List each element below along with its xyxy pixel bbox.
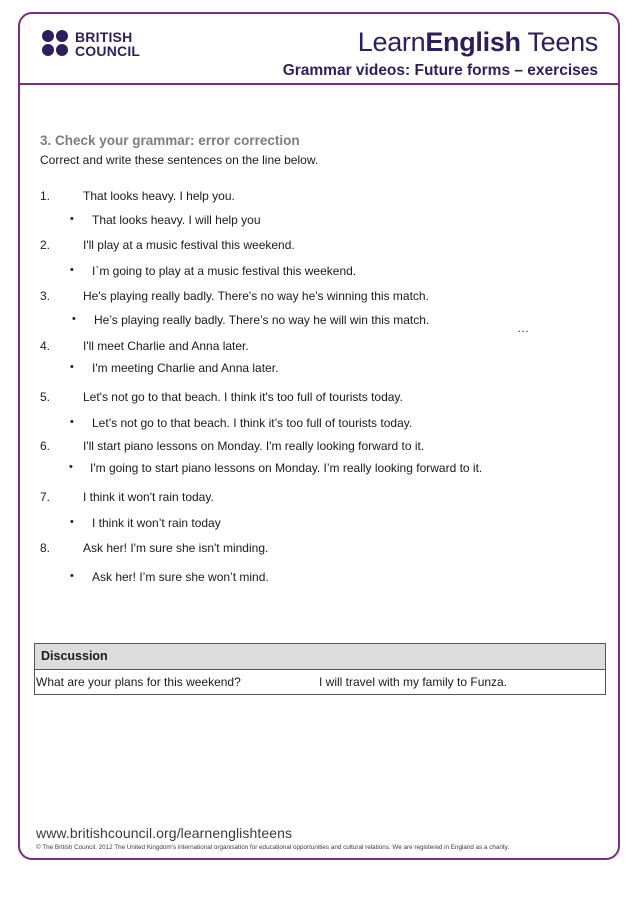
bullet-icon: • (70, 213, 74, 225)
bullet-icon: • (70, 361, 74, 373)
answer-text: Ask her! I’m sure she won’t mind. (92, 570, 269, 584)
question-text: Ask her! I'm sure she isn't minding. (83, 541, 269, 555)
question-text: That looks heavy. I help you. (83, 189, 235, 203)
answer-text: I`m going to play at a music festival this weekend. (92, 264, 357, 278)
document-title: Grammar videos: Future forms – exercises (282, 62, 598, 79)
instructions: Correct and write these sentences on the line below. (40, 153, 319, 167)
question-number: 5. (40, 390, 51, 404)
british-council-logo (42, 30, 162, 60)
answer-text: That looks heavy. I will help you (92, 213, 261, 227)
discussion-heading: Discussion (41, 649, 108, 663)
discussion-question: What are your plans for this weekend? (36, 675, 241, 689)
question-text: I'll play at a music festival this weekend. (83, 238, 295, 252)
bullet-icon: • (70, 570, 74, 582)
question-number: 4. (40, 339, 51, 353)
bullet-icon: • (69, 461, 73, 473)
answer-text: He’s playing really badly. There’s no way he will win this match. (94, 313, 430, 327)
answer-text: I'm meeting Charlie and Anna later. (92, 361, 279, 375)
question-text: I think it won't rain today. (83, 490, 214, 504)
bullet-icon: • (70, 516, 74, 528)
question-number: 8. (40, 541, 51, 555)
question-number: 1. (40, 189, 51, 203)
british-council-dots-icon (42, 30, 70, 58)
answer-text: I think it won’t rain today (92, 516, 221, 530)
question-number: 7. (40, 490, 51, 504)
question-number: 6. (40, 439, 51, 453)
discussion-answer: I will travel with my family to Funza. (319, 675, 508, 689)
question-number: 2. (40, 238, 51, 252)
discussion-header (35, 644, 605, 670)
bullet-icon: • (70, 264, 74, 276)
learnenglish-teens-logo: LearnEnglish Teens (357, 27, 598, 57)
question-text: I'll start piano lessons on Monday. I'm really looking forward to it. (83, 439, 425, 453)
section-title: 3. Check your grammar: error correction (40, 133, 300, 148)
question-text: Let's not go to that beach. I think it's too full of tourists today. (83, 390, 403, 404)
discussion-table (34, 643, 606, 695)
footer-url: www.britishcouncil.org/learnenglishteens (36, 825, 293, 841)
bullet-icon: • (70, 416, 74, 428)
header-divider (18, 83, 620, 85)
bullet-icon: • (72, 313, 76, 325)
british-council-wordmark: BRITISH COUNCIL (75, 29, 141, 59)
question-text: I'll meet Charlie and Anna later. (83, 339, 249, 353)
footer-copyright: © The British Council, 2012 The United Kingdom’s international organisation for educational opportunities and cultural relations. We are registered in England as a charity. (36, 844, 510, 851)
question-text: He's playing really badly. There's no way he's winning this match. (83, 289, 429, 303)
answer-text: Let’s not go to that beach. I think it’s too full of tourists today. (92, 416, 413, 430)
ellipsis-mark: … (517, 321, 529, 335)
answer-text: I'm going to start piano lessons on Monday. I’m really looking forward to it. (90, 461, 483, 475)
question-number: 3. (40, 289, 51, 303)
